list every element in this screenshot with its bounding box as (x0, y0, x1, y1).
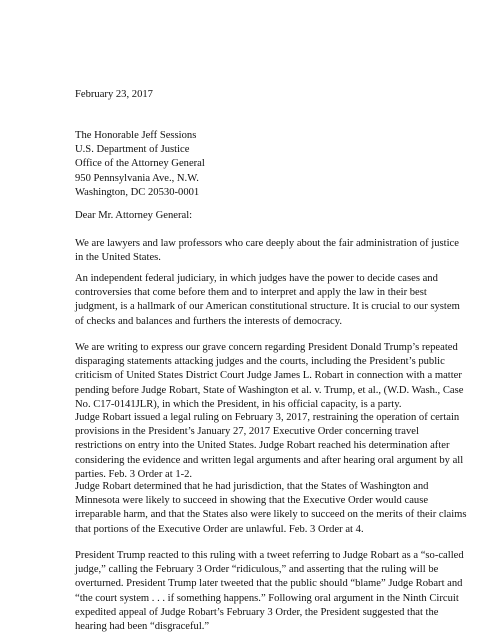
paragraph-line: We are writing to express our grave concern regarding President Donald Trump’s repeated (75, 342, 458, 353)
paragraph-line: hearing had been “disgraceful.” (75, 621, 210, 633)
paragraph-line: overturned. President Trump later tweeted that the public should “blame” Judge Robart and (75, 578, 463, 590)
paragraph-line: We are lawyers and law professors who care deeply about the fair administration of justice (75, 238, 459, 249)
address-line: U.S. Department of Justice (75, 144, 190, 156)
paragraph-line: controversies that come before them and to interpret and apply the law in their best (75, 287, 427, 299)
paragraph-intro (75, 237, 459, 265)
paragraph-line: An independent federal judiciary, in which judges have the power to decide cases and (75, 273, 438, 284)
paragraph-line: of checks and balances and furthers the interests of democracy. (75, 315, 342, 327)
paragraph-line: expedited appeal of Judge Robart’s February 3 Order, the President suggested that the (75, 606, 439, 618)
paragraph-line: No. C17-0141JLR), in which the President, in his official capacity, is a party. (75, 398, 402, 410)
address-line: Office of the Attorney General (75, 158, 205, 170)
paragraph-line: in the United States. (75, 252, 161, 264)
paragraph-line: disparaging statements attacking judges and the courts, including the President’s public (75, 356, 445, 368)
paragraph-line: considering the evidence and written legal arguments and after hearing oral argument by all (75, 454, 464, 466)
paragraph-line: judgment, is a hallmark of our American constitutional structure. It is crucial to our system (75, 301, 460, 313)
paragraph-line: Judge Robart issued a legal ruling on February 3, 2017, restraining the operation of certain (75, 412, 460, 423)
paragraph-line: provisions in the President’s January 27, 2017 Executive Order concerning travel (75, 426, 419, 438)
paragraph-line: Minnesota were likely to succeed in showing that the Executive Order would cause (75, 495, 429, 507)
paragraph-line: irreparable harm, and that the States also were likely to succeed on the merits of their claims (75, 509, 467, 521)
salutation-line: Dear Mr. Attorney General: (75, 210, 193, 221)
paragraph-line: Judge Robart determined that he had jurisdiction, that the States of Washington and (75, 481, 429, 492)
address-line: The Honorable Jeff Sessions (75, 130, 197, 141)
paragraph-determination (75, 480, 467, 537)
date-line: February 23, 2017 (75, 89, 153, 100)
paragraph-line: that portions of the Executive Order are unlawful. Feb. 3 Order at 4. (75, 523, 364, 535)
recipient-address (75, 129, 425, 200)
paragraph-line: pending before Judge Robart, State of Washington et al. v. Trump, et al., (W.D. Wash., Case (75, 384, 464, 396)
paragraph-judiciary (75, 272, 460, 329)
paragraph-reaction (75, 549, 464, 634)
paragraph-concern (75, 341, 464, 412)
letter-date (75, 88, 425, 102)
address-line: 950 Pennsylvania Ave., N.W. (75, 172, 199, 184)
paragraph-line: parties. Feb. 3 Order at 1-2. (75, 468, 193, 480)
paragraph-line: President Trump reacted to this ruling with a tweet referring to Judge Robart as a “so-called (75, 550, 464, 561)
paragraph-line: restrictions on entry into the United States. Judge Robart reached his determination after (75, 440, 450, 452)
paragraph-line: “the court system . . . if something happens.” Following oral argument in the Ninth Circuit (75, 592, 459, 604)
salutation (75, 209, 425, 223)
address-line: Washington, DC 20530-0001 (75, 186, 200, 198)
paragraph-line: criticism of United States District Court Judge James L. Robart in connection with a matter (75, 370, 462, 382)
paragraph-ruling (75, 411, 464, 482)
paragraph-line: judge,” calling the February 3 Order “ridiculous,” and asserting that the ruling will be (75, 564, 439, 576)
